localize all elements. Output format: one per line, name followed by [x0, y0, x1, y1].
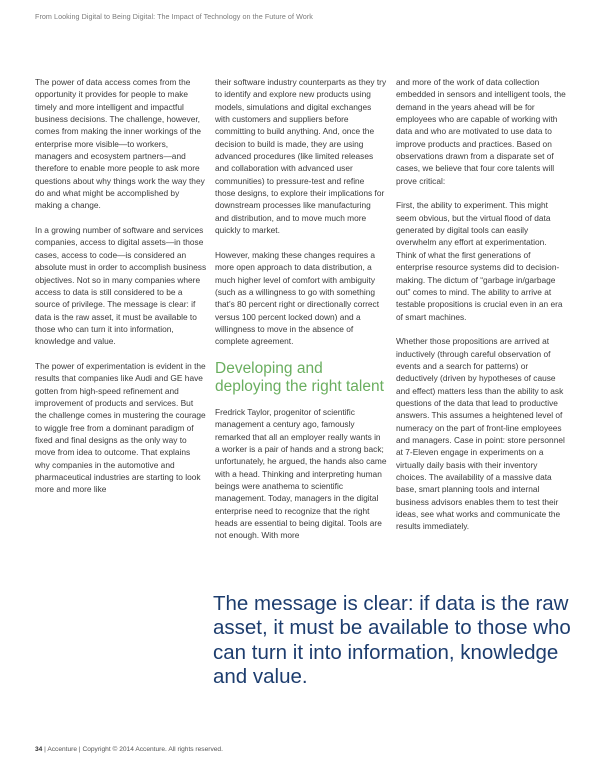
- paragraph: Whether those propositions are arrived at inductively (through careful observation of events and a search for patterns) or deductively (driven by hypotheses of cause and effect) matters less than the ability to ask questions of the data that lead to productive answers. This assumes a heightened level of numeracy on the part of front-line employees and managers. Case in point: store personnel at 7-Eleven engage in experiments on a virtually daily basis with their inventory choices. The availability of a massive data base, smart planning tools and internal business advisors enables them to test their ideas, see what works and communicate the results immediately.: [396, 336, 565, 532]
- paragraph: and more of the work of data collection embedded in sensors and intelligent tools, the demand in the years ahead will be for employees who are capable of working with data and who are motivated to use data to improve products and practices. Based on observations drawn from a disparate set of cases, we believe that four core talents will prove critical:: [396, 77, 566, 186]
- running-header-title: From Looking Digital to Being Digital: The Impact of Technology on the Future of Work: [35, 12, 313, 21]
- paragraph: However, making these changes requires a more open approach to data distribution, a much higher level of comfort with ambiguity (such as a willingness to go with something that’s 80 percent right or directionally correct versus 100 percent locked down) and a willingness to move in the absence of complete agreement.: [215, 249, 380, 347]
- page-footer: [35, 746, 223, 753]
- pull-quote: The message is clear: if data is the raw asset, it must be available to those who can turn it into information, knowledge and value.: [213, 592, 571, 688]
- paragraph: First, the ability to experiment. This might seem obvious, but the virtual flood of data generated by digital tools can easily overwhelm any effort at experimentation. Think of what the first generations of enterprise resource systems did to decision-making. The dictum of “garbage in/garbage out” comes to mind. The ability to arrive at testable propositions is crucial even in an era of smart machines.: [396, 200, 563, 322]
- footer-separator: |: [77, 746, 83, 753]
- paragraph: The power of experimentation is evident in the results that companies like Audi and GE have gotten from high-speed refinement and improvement of products and services. But the challenge comes in mustering the courage to wiggle free from a dominant paradigm of fixed and final designs as the only way to move from idea to outcome. That explains why companies in the automotive and pharmaceutical industries are starting to look more and more like: [35, 360, 206, 495]
- text-column-3: [396, 76, 568, 545]
- footer-separator: |: [42, 746, 48, 753]
- footer-company: Accenture: [47, 746, 78, 753]
- page-number: 34: [35, 746, 43, 753]
- text-column-2: [215, 76, 387, 554]
- footer-copyright: Copyright © 2014 Accenture. All rights reserved.: [82, 746, 223, 753]
- text-column-1: [35, 76, 207, 508]
- paragraph: In a growing number of software and services companies, access to digital assets—in those cases, access to code—is considered an absolute must in order to accomplish business objectives. Not so in many companies where access to data is still considered to be a source of privilege. The message is clear: if data is the raw asset, it must be available to those who can turn it into information, knowledge and value.: [35, 225, 207, 347]
- paragraph: their software industry counterparts as they try to identify and explore new products using models, simulations and digital exchanges with customers and suppliers before committing to build anything. And, once the decision to build is made, they are using advanced procedures (like limited releases and collaboration with advanced user communities) to pressure-test and refine those designs, to explore their implications for downstream processes like manufacturing and distribution, and to move much more quickly to market.: [215, 77, 387, 236]
- paragraph: The power of data access comes from the opportunity it provides for people to make timely and more intelligent and impactful business decisions. The challenge, however, comes from making the inner workings of the enterprise more visible—to workers, managers and ecosystem partners—and therefore to enable more people to ask more questions about why things work the way they do and what might be accomplished by making a change.: [35, 77, 205, 211]
- section-heading: Developing and deploying the right talent: [215, 359, 384, 395]
- paragraph: Fredrick Taylor, progenitor of scientific management a century ago, famously remarked that all an employer really wants in a worker is a pair of hands and a strong back; unfortunately, he argued, the hands also came with a head. Thinking and interpreting human beings were anathema to scientific management. Today, managers in the digital enterprise need to recognize that the right heads are essential to being digital. Tools are not enough. With more: [215, 406, 387, 541]
